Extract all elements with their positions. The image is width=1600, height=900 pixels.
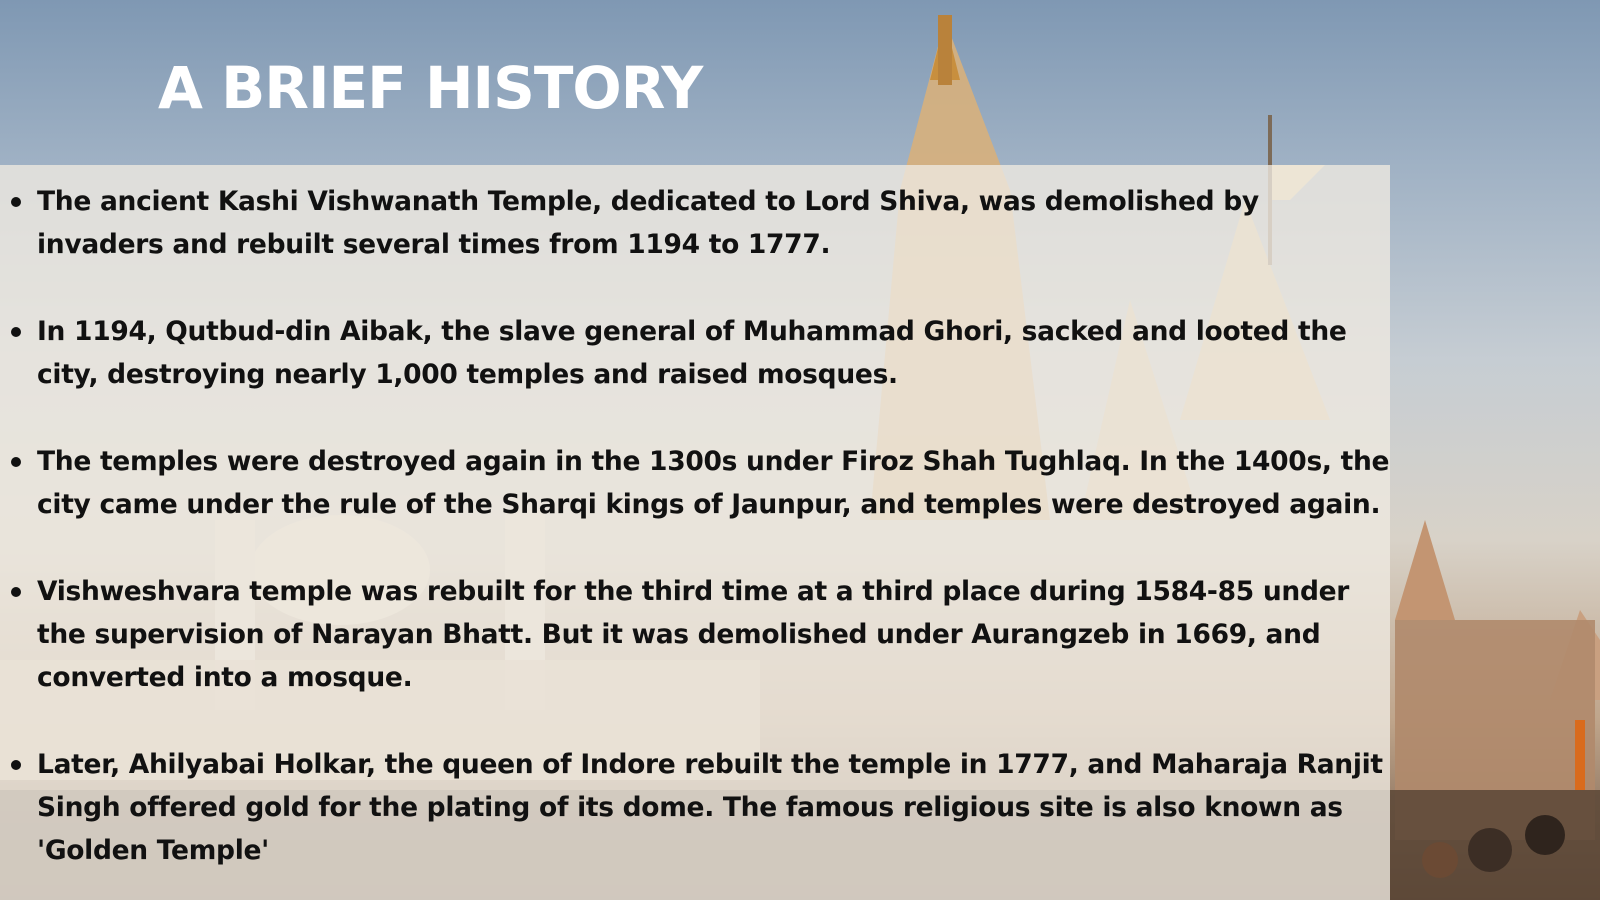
bullet-text: Vishweshvara temple was rebuilt for the third time at a third place during 1584-85 under the supervision of Narayan Bhatt. But it was demolished under Aurangzeb in 1669, and converted into a mosque. <box>37 576 1350 693</box>
bullet-item <box>0 180 1390 266</box>
bullet-dot-icon <box>11 457 21 467</box>
bullet-text: The ancient Kashi Vishwanath Temple, dedicated to Lord Shiva, was demolished by invaders and rebuilt several times from 1194 to 1777. <box>37 186 1259 260</box>
bullet-item <box>0 440 1390 526</box>
bullet-text: Later, Ahilyabai Holkar, the queen of Indore rebuilt the temple in 1777, and Maharaja Ranjit Singh offered gold for the plating of its dome. The famous religious site is also known as 'Golden Temple' <box>37 749 1383 866</box>
bullet-dot-icon <box>11 587 21 597</box>
bullet-dot-icon <box>11 327 21 337</box>
bullet-dot-icon <box>11 197 21 207</box>
bullet-item <box>0 310 1390 396</box>
bullet-dot-icon <box>11 760 21 770</box>
bullet-item <box>0 570 1390 699</box>
history-bullet-list <box>0 180 1390 872</box>
bullet-item <box>0 743 1390 872</box>
bullet-text: The temples were destroyed again in the 1300s under Firoz Shah Tughlaq. In the 1400s, the city came under the rule of the Sharqi kings of Jaunpur, and temples were destroyed again. <box>37 446 1390 520</box>
slide-title: A BRIEF HISTORY <box>158 54 703 122</box>
bullet-text: In 1194, Qutbud-din Aibak, the slave general of Muhammad Ghori, sacked and looted the city, destroying nearly 1,000 temples and raised mosques. <box>37 316 1347 390</box>
